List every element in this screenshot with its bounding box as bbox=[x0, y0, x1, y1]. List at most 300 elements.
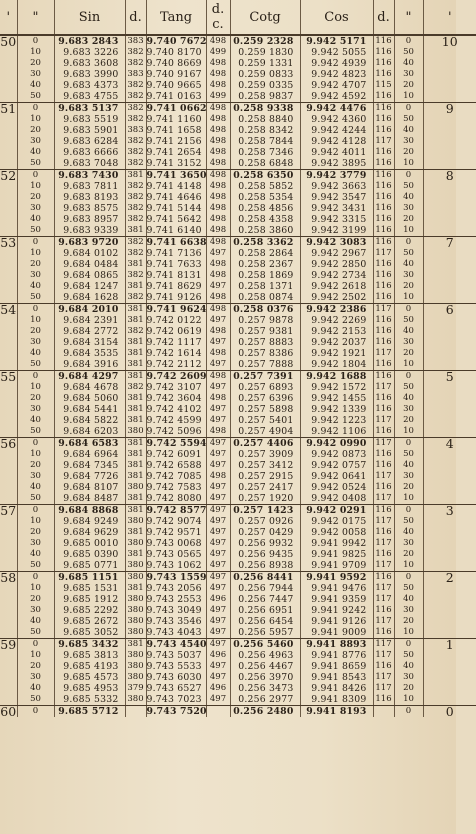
minute-left-cell bbox=[0, 192, 17, 203]
table-row bbox=[0, 493, 476, 505]
tang-value: 9.743 5037 bbox=[146, 650, 206, 661]
sin-difference: 382 bbox=[125, 114, 146, 125]
cos-value: 9.942 1921 bbox=[300, 348, 373, 359]
minute-left-cell bbox=[0, 147, 17, 158]
minute-left-cell bbox=[0, 460, 17, 471]
cos-difference: 117 bbox=[373, 382, 394, 393]
second-right-cell: 50 bbox=[394, 516, 423, 527]
sin-difference: 382 bbox=[125, 248, 146, 259]
table-row bbox=[0, 583, 476, 594]
cos-value: 9.941 9592 bbox=[300, 572, 373, 584]
second-right-cell: 50 bbox=[394, 382, 423, 393]
common-difference: 497 bbox=[206, 438, 230, 450]
tang-value: 9.741 3152 bbox=[146, 158, 206, 170]
sin-difference: 381 bbox=[125, 549, 146, 560]
table-row bbox=[0, 594, 476, 605]
sin-value: 9.684 8487 bbox=[54, 493, 125, 505]
cos-difference: 116 bbox=[373, 460, 394, 471]
common-difference: 497 bbox=[206, 560, 230, 572]
second-left-cell: 40 bbox=[17, 147, 54, 158]
common-difference: 498 bbox=[206, 170, 230, 182]
table-row bbox=[0, 650, 476, 661]
cos-value: 9.942 3547 bbox=[300, 192, 373, 203]
table-row bbox=[0, 214, 476, 225]
second-right-cell: 30 bbox=[394, 471, 423, 482]
cos-value: 9.942 3199 bbox=[300, 225, 373, 237]
sin-value: 9.683 6666 bbox=[54, 147, 125, 158]
header-sin: Sin bbox=[54, 0, 125, 35]
sin-value: 9.685 4193 bbox=[54, 661, 125, 672]
second-right-cell: 40 bbox=[394, 125, 423, 136]
header-diff-cos: d. bbox=[373, 0, 394, 35]
cos-value: 9.942 2037 bbox=[300, 337, 373, 348]
table-row bbox=[0, 158, 476, 170]
minute-right-cell: 3 bbox=[423, 505, 476, 517]
sin-difference: 380 bbox=[125, 538, 146, 549]
cos-difference: 116 bbox=[373, 627, 394, 639]
cos-difference: 117 bbox=[373, 136, 394, 147]
cos-difference: 116 bbox=[373, 35, 394, 47]
minute-right-cell: 9 bbox=[423, 103, 476, 115]
minute-right-cell bbox=[423, 460, 476, 471]
minute-right-cell: 6 bbox=[423, 304, 476, 316]
sin-value: 9.685 3813 bbox=[54, 650, 125, 661]
sin-value: 9.685 5332 bbox=[54, 694, 125, 706]
header-minutes-right: ' bbox=[423, 0, 476, 35]
second-right-cell: 0 bbox=[394, 35, 423, 47]
minute-right-cell: 0 bbox=[423, 706, 476, 718]
table-body bbox=[0, 35, 476, 717]
cotg-value: 0.257 4904 bbox=[230, 426, 300, 438]
minute-right-cell: 10 bbox=[423, 35, 476, 47]
cos-difference: 116 bbox=[373, 661, 394, 672]
minute-right-cell bbox=[423, 80, 476, 91]
sin-difference: 381 bbox=[125, 639, 146, 651]
tang-value: 9.742 4102 bbox=[146, 404, 206, 415]
cos-value: 9.942 4823 bbox=[300, 69, 373, 80]
table-row bbox=[0, 69, 476, 80]
sin-value: 9.683 2843 bbox=[54, 35, 125, 47]
tang-value: 9.743 2553 bbox=[146, 594, 206, 605]
minute-right-cell bbox=[423, 147, 476, 158]
sin-difference: 382 bbox=[125, 80, 146, 91]
common-difference: 497 bbox=[206, 493, 230, 505]
second-left-cell: 0 bbox=[17, 639, 54, 651]
second-right-cell: 40 bbox=[394, 192, 423, 203]
second-right-cell: 0 bbox=[394, 438, 423, 450]
second-right-cell: 10 bbox=[394, 292, 423, 304]
cos-value: 9.942 1688 bbox=[300, 371, 373, 383]
cos-difference: 116 bbox=[373, 270, 394, 281]
tang-value: 9.742 0122 bbox=[146, 315, 206, 326]
sin-difference: 380 bbox=[125, 661, 146, 672]
sin-difference: 380 bbox=[125, 605, 146, 616]
minute-right-cell bbox=[423, 326, 476, 337]
sin-value: 9.685 0771 bbox=[54, 560, 125, 572]
sin-difference: 382 bbox=[125, 214, 146, 225]
sin-value: 9.684 8107 bbox=[54, 482, 125, 493]
cos-difference: 117 bbox=[373, 248, 394, 259]
cos-difference: 117 bbox=[373, 650, 394, 661]
tang-value: 9.741 4646 bbox=[146, 192, 206, 203]
cotg-value: 0.256 3970 bbox=[230, 672, 300, 683]
table-row bbox=[0, 527, 476, 538]
second-right-cell: 40 bbox=[394, 259, 423, 270]
sin-difference: 381 bbox=[125, 337, 146, 348]
minute-left-cell bbox=[0, 683, 17, 694]
second-right-cell: 10 bbox=[394, 225, 423, 237]
tang-value: 9.741 5144 bbox=[146, 203, 206, 214]
sin-difference: 381 bbox=[125, 415, 146, 426]
cos-value: 9.942 2386 bbox=[300, 304, 373, 316]
sin-value: 9.684 2391 bbox=[54, 315, 125, 326]
minute-left-cell bbox=[0, 661, 17, 672]
second-left-cell: 20 bbox=[17, 460, 54, 471]
cos-difference: 117 bbox=[373, 683, 394, 694]
minute-left-cell: 55 bbox=[0, 369, 17, 384]
sin-difference: 381 bbox=[125, 348, 146, 359]
sin-value: 9.684 7345 bbox=[54, 460, 125, 471]
minute-right-cell: 8 bbox=[423, 170, 476, 182]
cos-difference: 116 bbox=[373, 214, 394, 225]
table-row bbox=[0, 371, 476, 383]
common-difference: 499 bbox=[206, 91, 230, 103]
sin-value: 9.684 5060 bbox=[54, 393, 125, 404]
cotg-value: 0.257 9381 bbox=[230, 326, 300, 337]
table-row bbox=[0, 393, 476, 404]
table-row bbox=[0, 605, 476, 616]
common-difference: 498 bbox=[206, 214, 230, 225]
cotg-value: 0.259 1331 bbox=[230, 58, 300, 69]
sin-difference: 382 bbox=[125, 292, 146, 304]
sin-difference: 380 bbox=[125, 627, 146, 639]
common-difference bbox=[206, 706, 230, 718]
second-right-cell: 50 bbox=[394, 315, 423, 326]
cos-difference: 116 bbox=[373, 203, 394, 214]
second-right-cell: 40 bbox=[394, 527, 423, 538]
common-difference: 498 bbox=[206, 114, 230, 125]
cos-value: 9.942 4707 bbox=[300, 80, 373, 91]
sin-value: 9.684 3154 bbox=[54, 337, 125, 348]
sin-difference: 381 bbox=[125, 438, 146, 450]
cos-difference: 117 bbox=[373, 594, 394, 605]
table-row bbox=[0, 449, 476, 460]
common-difference: 497 bbox=[206, 415, 230, 426]
second-left-cell: 30 bbox=[17, 270, 54, 281]
cos-difference: 116 bbox=[373, 694, 394, 706]
minute-right-cell bbox=[423, 605, 476, 616]
sin-difference: 382 bbox=[125, 270, 146, 281]
cos-value: 9.942 2734 bbox=[300, 270, 373, 281]
second-right-cell: 40 bbox=[394, 460, 423, 471]
cotg-value: 0.259 2328 bbox=[230, 35, 300, 47]
tang-value: 9.743 1062 bbox=[146, 560, 206, 572]
sin-difference: 383 bbox=[125, 69, 146, 80]
minute-right-cell bbox=[423, 415, 476, 426]
second-left-cell: 50 bbox=[17, 694, 54, 706]
sin-value: 9.684 6203 bbox=[54, 426, 125, 438]
minute-right-cell bbox=[423, 404, 476, 415]
second-left-cell: 50 bbox=[17, 493, 54, 505]
tang-value: 9.742 5096 bbox=[146, 426, 206, 438]
minute-left-cell bbox=[0, 605, 17, 616]
sin-value: 9.684 7726 bbox=[54, 471, 125, 482]
second-right-cell: 0 bbox=[394, 237, 423, 249]
sin-value: 9.683 8575 bbox=[54, 203, 125, 214]
second-left-cell: 30 bbox=[17, 69, 54, 80]
cos-value: 9.941 9359 bbox=[300, 594, 373, 605]
cos-difference: 117 bbox=[373, 639, 394, 651]
minute-right-cell bbox=[423, 337, 476, 348]
cos-difference: 116 bbox=[373, 482, 394, 493]
sin-value: 9.685 3432 bbox=[54, 639, 125, 651]
tang-value: 9.741 7136 bbox=[146, 248, 206, 259]
cos-difference: 117 bbox=[373, 471, 394, 482]
minute-right-cell bbox=[423, 594, 476, 605]
cos-difference: 117 bbox=[373, 583, 394, 594]
sin-value: 9.684 9629 bbox=[54, 527, 125, 538]
sin-difference: 381 bbox=[125, 371, 146, 383]
cotg-value: 0.257 4406 bbox=[230, 438, 300, 450]
sin-value: 9.685 4573 bbox=[54, 672, 125, 683]
cos-value: 9.942 2153 bbox=[300, 326, 373, 337]
cotg-value: 0.257 0926 bbox=[230, 516, 300, 527]
sin-difference: 380 bbox=[125, 650, 146, 661]
cotg-value: 0.258 1371 bbox=[230, 281, 300, 292]
cos-difference: 117 bbox=[373, 672, 394, 683]
tang-value: 9.740 8669 bbox=[146, 58, 206, 69]
common-difference: 497 bbox=[206, 337, 230, 348]
sin-value: 9.683 4755 bbox=[54, 91, 125, 103]
sin-difference: 381 bbox=[125, 315, 146, 326]
second-left-cell: 50 bbox=[17, 225, 54, 237]
table-row bbox=[0, 348, 476, 359]
minute-left-cell: 58 bbox=[0, 570, 17, 585]
tang-value: 9.742 8080 bbox=[146, 493, 206, 505]
tang-value: 9.743 4540 bbox=[146, 639, 207, 650]
second-left-cell: 30 bbox=[17, 471, 54, 482]
cos-value: 9.941 9476 bbox=[300, 583, 373, 594]
cotg-value: 0.258 9338 bbox=[230, 103, 300, 115]
sin-value: 9.683 3608 bbox=[54, 58, 125, 69]
sin-value: 9.685 0390 bbox=[54, 549, 125, 560]
tang-value: 9.741 2156 bbox=[146, 136, 206, 147]
table-row bbox=[0, 326, 476, 337]
cos-value: 9.942 3083 bbox=[300, 237, 373, 249]
sin-value: 9.685 2672 bbox=[54, 616, 125, 627]
minute-right-cell bbox=[423, 393, 476, 404]
cos-difference: 116 bbox=[373, 58, 394, 69]
common-difference: 497 bbox=[206, 449, 230, 460]
cos-difference: 117 bbox=[373, 516, 394, 527]
cos-value: 9.942 3431 bbox=[300, 203, 373, 214]
table-row bbox=[0, 538, 476, 549]
common-difference: 498 bbox=[206, 292, 230, 304]
common-difference: 497 bbox=[206, 538, 230, 549]
cos-difference: 116 bbox=[373, 259, 394, 270]
cos-value: 9.942 0524 bbox=[300, 482, 373, 493]
cos-difference: 117 bbox=[373, 560, 394, 572]
tang-value: 9.740 9167 bbox=[146, 69, 206, 80]
second-right-cell: 10 bbox=[394, 158, 423, 170]
second-left-cell: 0 bbox=[17, 706, 54, 718]
sin-difference: 381 bbox=[125, 460, 146, 471]
cos-value: 9.941 8426 bbox=[300, 683, 373, 694]
second-left-cell: 0 bbox=[17, 170, 54, 182]
minute-left-cell bbox=[0, 270, 17, 281]
common-difference: 497 bbox=[206, 661, 230, 672]
second-left-cell: 10 bbox=[17, 114, 54, 125]
second-right-cell: 50 bbox=[394, 650, 423, 661]
sin-value: 9.684 0484 bbox=[54, 259, 125, 270]
sin-difference: 382 bbox=[125, 192, 146, 203]
cotg-value: 0.258 3860 bbox=[230, 225, 300, 237]
second-left-cell: 20 bbox=[17, 326, 54, 337]
tang-value: 9.742 9074 bbox=[146, 516, 206, 527]
sin-difference: 382 bbox=[125, 158, 146, 170]
cos-value: 9.942 5055 bbox=[300, 47, 373, 58]
minute-left-cell bbox=[0, 58, 17, 69]
minute-right-cell bbox=[423, 192, 476, 203]
cos-difference: 117 bbox=[373, 616, 394, 627]
minute-left-cell: 53 bbox=[0, 235, 17, 250]
common-difference: 498 bbox=[206, 35, 230, 47]
second-right-cell: 20 bbox=[394, 616, 423, 627]
common-difference: 498 bbox=[206, 270, 230, 281]
second-left-cell: 40 bbox=[17, 549, 54, 560]
table-row bbox=[0, 91, 476, 103]
minute-right-cell: 7 bbox=[423, 237, 476, 249]
cos-value: 9.941 9242 bbox=[300, 605, 373, 616]
minute-left-cell bbox=[0, 415, 17, 426]
common-difference: 498 bbox=[206, 69, 230, 80]
cos-difference: 116 bbox=[373, 449, 394, 460]
cos-difference: 116 bbox=[373, 359, 394, 371]
cos-difference: 116 bbox=[373, 281, 394, 292]
second-left-cell: 10 bbox=[17, 315, 54, 326]
second-right-cell: 10 bbox=[394, 426, 423, 438]
sin-value: 9.684 8868 bbox=[54, 505, 125, 517]
minute-right-cell bbox=[423, 471, 476, 482]
header-diff-common: d. c. bbox=[206, 0, 230, 35]
second-left-cell: 0 bbox=[17, 35, 54, 47]
cos-difference: 116 bbox=[373, 170, 394, 182]
sin-value: 9.683 4373 bbox=[54, 80, 125, 91]
cotg-value: 0.257 8386 bbox=[230, 348, 300, 359]
cos-difference: 117 bbox=[373, 438, 394, 450]
second-left-cell: 0 bbox=[17, 371, 54, 383]
cos-value: 9.942 0408 bbox=[300, 493, 373, 505]
table-row bbox=[0, 181, 476, 192]
cos-value: 9.942 4476 bbox=[300, 103, 373, 115]
minute-right-cell bbox=[423, 672, 476, 683]
tang-value: 9.741 3650 bbox=[146, 170, 207, 181]
cos-value: 9.941 8659 bbox=[300, 661, 373, 672]
second-left-cell: 0 bbox=[17, 438, 54, 450]
cotg-value: 0.259 1830 bbox=[230, 47, 300, 58]
table-row bbox=[0, 694, 476, 706]
sin-value: 9.683 7811 bbox=[54, 181, 125, 192]
second-right-cell: 20 bbox=[394, 214, 423, 225]
sin-value: 9.684 1247 bbox=[54, 281, 125, 292]
common-difference: 497 bbox=[206, 627, 230, 639]
sin-value: 9.685 5712 bbox=[54, 706, 125, 718]
sin-difference: 381 bbox=[125, 259, 146, 270]
second-right-cell: 0 bbox=[394, 304, 423, 316]
sin-difference: 380 bbox=[125, 616, 146, 627]
table-row bbox=[0, 203, 476, 214]
sin-difference: 381 bbox=[125, 359, 146, 371]
second-left-cell: 40 bbox=[17, 683, 54, 694]
second-right-cell: 50 bbox=[394, 47, 423, 58]
common-difference: 497 bbox=[206, 382, 230, 393]
minute-right-cell bbox=[423, 482, 476, 493]
table-row bbox=[0, 281, 476, 292]
sin-value: 9.683 5901 bbox=[54, 125, 125, 136]
minute-right-cell: 5 bbox=[423, 371, 476, 383]
common-difference: 496 bbox=[206, 683, 230, 694]
table-row bbox=[0, 627, 476, 639]
cos-value: 9.942 1223 bbox=[300, 415, 373, 426]
common-difference: 497 bbox=[206, 248, 230, 259]
sin-value: 9.684 5822 bbox=[54, 415, 125, 426]
tang-value: 9.740 8170 bbox=[146, 47, 206, 58]
cotg-value: 0.256 3473 bbox=[230, 683, 300, 694]
cos-difference: 116 bbox=[373, 125, 394, 136]
tang-value: 9.742 9571 bbox=[146, 527, 206, 538]
cotg-value: 0.256 2480 bbox=[230, 706, 300, 718]
table-row bbox=[0, 683, 476, 694]
cotg-value: 0.256 6454 bbox=[230, 616, 300, 627]
tang-value: 9.742 8577 bbox=[146, 505, 207, 516]
minute-left-cell bbox=[0, 136, 17, 147]
table-row bbox=[0, 337, 476, 348]
common-difference: 497 bbox=[206, 460, 230, 471]
table-row bbox=[0, 426, 476, 438]
second-right-cell: 30 bbox=[394, 672, 423, 683]
cos-value: 9.942 3663 bbox=[300, 181, 373, 192]
sin-value: 9.685 3052 bbox=[54, 627, 125, 639]
sin-value: 9.684 9249 bbox=[54, 516, 125, 527]
cos-difference: 116 bbox=[373, 181, 394, 192]
minute-right-cell bbox=[423, 527, 476, 538]
second-right-cell: 30 bbox=[394, 538, 423, 549]
cotg-value: 0.258 5354 bbox=[230, 192, 300, 203]
second-left-cell: 20 bbox=[17, 58, 54, 69]
header-diff-sin: d. bbox=[125, 0, 146, 35]
cotg-value: 0.256 9932 bbox=[230, 538, 300, 549]
second-left-cell: 50 bbox=[17, 359, 54, 371]
table-row bbox=[0, 560, 476, 572]
tang-value: 9.741 5642 bbox=[146, 214, 206, 225]
second-right-cell: 30 bbox=[394, 270, 423, 281]
second-right-cell: 30 bbox=[394, 203, 423, 214]
cos-value: 9.942 1339 bbox=[300, 404, 373, 415]
second-right-cell: 10 bbox=[394, 694, 423, 706]
minute-left-cell bbox=[0, 69, 17, 80]
second-left-cell: 10 bbox=[17, 47, 54, 58]
common-difference: 498 bbox=[206, 237, 230, 249]
cotg-value: 0.256 4467 bbox=[230, 661, 300, 672]
table-row bbox=[0, 192, 476, 203]
cos-value: 9.942 3895 bbox=[300, 158, 373, 170]
common-difference: 498 bbox=[206, 125, 230, 136]
common-difference: 497 bbox=[206, 315, 230, 326]
cos-difference: 116 bbox=[373, 371, 394, 383]
tang-value: 9.743 3049 bbox=[146, 605, 206, 616]
cos-value: 9.942 1572 bbox=[300, 382, 373, 393]
cos-value: 9.942 4592 bbox=[300, 91, 373, 103]
